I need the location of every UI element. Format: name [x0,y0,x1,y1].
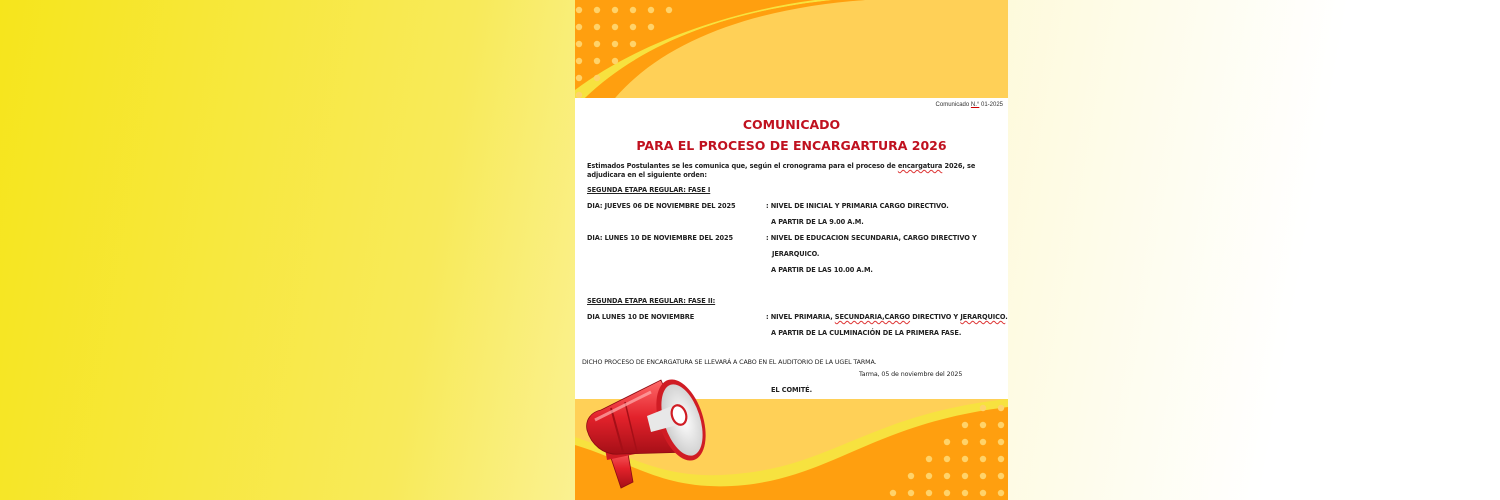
spellcheck-flagged-word: JERARQUICO [960,313,1006,321]
reference-number: 01-2025 [979,102,1003,108]
dot-pattern-icon [575,0,695,98]
signature: EL COMITÉ. [771,386,812,394]
phase1-detail-2-line-3: A PARTIR DE LAS 10.00 A.M. [771,266,873,274]
phase2-detail-mid: DIRECTIVO Y [910,313,961,321]
phase1-heading: SEGUNDA ETAPA REGULAR: FASE I [587,186,711,194]
phase2-detail-end: . [1005,313,1008,321]
phase1-date-2: DIA: LUNES 10 DE NOVIEMBRE DEL 2025 [587,234,734,242]
document-reference [936,102,1003,108]
phase1-detail-1-line-1: : NIVEL DE INICIAL Y PRIMARIA CARGO DIRECTIVO. [766,202,949,210]
intro-text-1: Estimados Postulantes se les comunica que, según el cronograma para el proceso de [587,162,898,170]
phase2-detail-1-line-1 [766,313,1008,321]
reference-number-label: N.° [970,102,980,108]
phase2-detail-prefix: : NIVEL PRIMARIA, [766,313,835,321]
phase1-detail-2-line-1: : NIVEL DE EDUCACION SECUNDARIA, CARGO DIRECTIVO Y [766,234,977,242]
phase1-detail-2-line-2: JERARQUICO. [772,250,820,258]
header-band [575,0,1008,98]
intro-text-2: 2026, se adjudicara en el siguiente orden: [587,162,976,179]
place-date: Tarma, 05 de noviembre del 2025 [859,371,963,378]
phase2-heading: SEGUNDA ETAPA REGULAR: FASE II: [587,297,716,305]
megaphone-icon [581,374,711,500]
spellcheck-flagged-word: SECUNDARIA,CARGO [834,313,911,321]
page-subtitle: PARA EL PROCESO DE ENCARGARTURA 2026 [636,138,947,153]
location-note: DICHO PROCESO DE ENCARGATURA SE LLEVARÁ A CABO EN EL AUDITORIO DE LA UGEL TARMA. [582,359,877,366]
spellcheck-flagged-word: encargatura [897,162,943,170]
intro-paragraph [587,162,997,180]
phase1-detail-1-line-2: A PARTIR DE LA 9.00 A.M. [771,218,864,226]
phase2-date-1: DIA LUNES 10 DE NOVIEMBRE [587,313,695,321]
announcement-poster [575,0,1008,500]
phase1-date-1: DIA: JUEVES 06 DE NOVIEMBRE DEL 2025 [587,202,736,210]
reference-prefix: Comunicado [935,102,971,108]
phase2-detail-1-line-2: A PARTIR DE LA CULMINACIÓN DE LA PRIMERA FASE. [771,329,962,337]
page-title: COMUNICADO [742,117,841,132]
document-body [575,98,1008,399]
